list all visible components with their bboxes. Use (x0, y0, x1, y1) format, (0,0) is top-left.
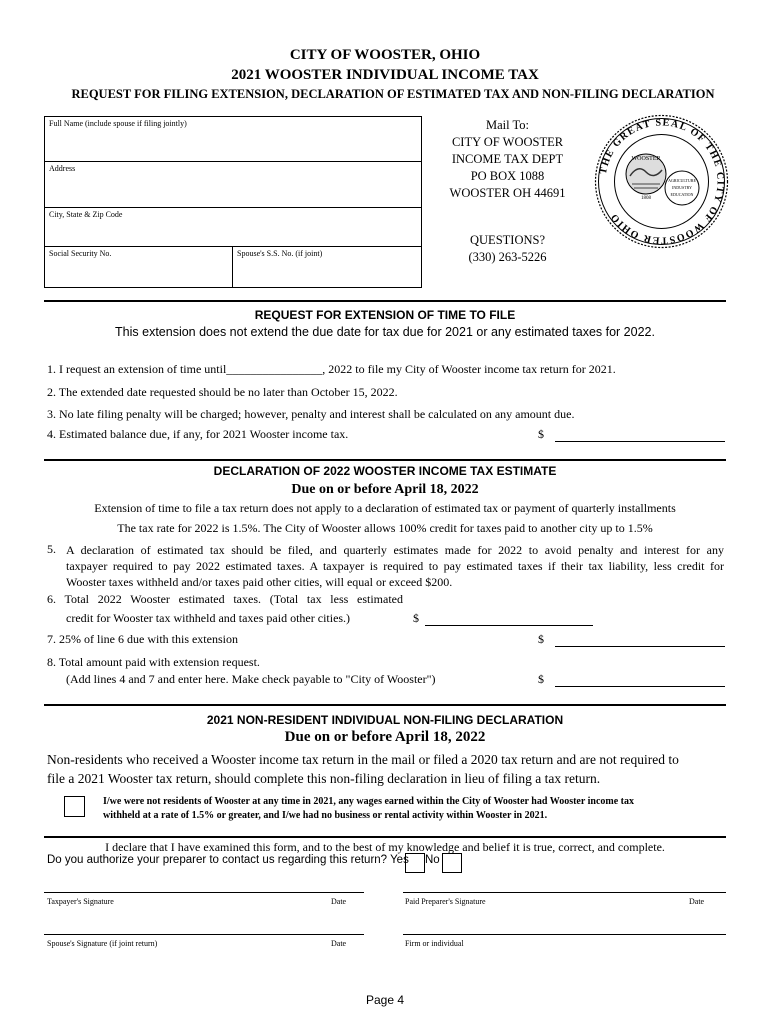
full-name-label: Full Name (include spouse if filing jointly) (49, 119, 187, 128)
spouse-signature-line[interactable] (44, 934, 364, 935)
extension-note: This extension does not extend the due date for tax due for 2021 or any estimated taxes for 2022. (115, 325, 655, 339)
nonfiling-para-line-2: file a 2021 Wooster tax return, should complete this non-filing declaration in lieu of filing a tax return. (47, 771, 601, 786)
nonfiling-due: Due on or before April 18, 2022 (284, 729, 486, 745)
nonresident-statement-line-1: I/we were not residents of Wooster at any time in 2021, any wages earned within the City of Wooster had Wooster income tax (103, 796, 634, 807)
spouse-date-label: Date (331, 939, 347, 948)
section-divider-extension (44, 300, 726, 302)
questions-label: QUESTIONS? (470, 233, 545, 247)
authorize-no-checkbox[interactable] (442, 853, 462, 873)
spouse-ssn-field[interactable] (232, 246, 422, 288)
authorize-question: Do you authorize your preparer to contact us regarding this return? Yes (47, 854, 409, 866)
extension-item-4: 4. Estimated balance due, if any, for 2021 Wooster income tax. (47, 427, 349, 441)
page-number: Page 4 (365, 993, 405, 1007)
section-divider-signatures (44, 836, 726, 838)
item-8-line-2: (Add lines 4 and 7 and enter here. Make check payable to "City of Wooster") (66, 672, 436, 686)
authorize-yes-checkbox[interactable] (405, 853, 425, 873)
mail-to-line3: PO BOX 1088 (470, 169, 545, 183)
taxpayer-date-label: Date (331, 897, 347, 906)
city-seal (594, 114, 729, 249)
mail-to-line2: INCOME TAX DEPT (451, 152, 564, 166)
spouse-signature-label: Spouse's Signature (if joint return) (47, 939, 158, 948)
declaration-note-2: The tax rate for 2022 is 1.5%. The City of Wooster allows 100% credit for taxes paid to another city up to 1.5% (117, 521, 653, 535)
nonresident-statement-line-2: withheld at a rate of 1.5% or greater, and I/we had no business or rental activity within Wooster in 2021. (103, 810, 548, 821)
item-4-dollar: $ (538, 427, 544, 441)
firm-label: Firm or individual (405, 939, 464, 948)
declaration-title: DECLARATION OF 2022 WOOSTER INCOME TAX ESTIMATE (213, 464, 557, 478)
item-5-number: 5. (47, 542, 56, 556)
item-6-dollar: $ (413, 611, 419, 625)
address-label: Address (49, 164, 76, 173)
mail-to-line1: CITY OF WOOSTER (451, 135, 564, 149)
seal-word-2: EDUCATION (670, 192, 694, 197)
mail-to-heading: Mail To: (486, 118, 529, 132)
extension-item-1: 1. I request an extension of time until________________, 2022 to file my City of Wooster income tax return for 2021. (47, 362, 616, 376)
item-8-amount-line[interactable] (555, 686, 725, 687)
seal-inner-top: WOOSTER (631, 156, 661, 162)
city-heading: CITY OF WOOSTER, OHIO (289, 47, 481, 63)
city-state-zip-field[interactable] (44, 207, 422, 247)
item-6-line-1: 6. Total 2022 Wooster estimated taxes. (Total tax less estimated (47, 592, 403, 606)
item-5-line-3: Wooster taxes withheld and/or taxes paid other cities, will equal or exceed $200. (66, 575, 453, 589)
nonfiling-title: 2021 NON-RESIDENT INDIVIDUAL NON-FILING DECLARATION (206, 713, 564, 727)
preparer-signature-label: Paid Preparer's Signature (405, 897, 486, 906)
authorize-no-label: No (425, 854, 440, 866)
full-name-field[interactable] (44, 116, 422, 162)
mail-to-line4: WOOSTER OH 44691 (449, 186, 566, 200)
taxpayer-signature-line[interactable] (44, 892, 364, 893)
seal-ring-text: THE GREAT SEAL OF THE CITY OF WOOSTER OHIO (597, 117, 726, 246)
taxpayer-signature-label: Taxpayer's Signature (47, 897, 114, 906)
item-8-dollar: $ (538, 672, 544, 686)
nonresident-checkbox[interactable] (64, 796, 85, 817)
questions-block (425, 232, 590, 266)
item-6-amount-line[interactable] (425, 625, 593, 626)
declaration-note-1: Extension of time to file a tax return does not apply to a declaration of estimated tax or payment of quarterly installments (94, 501, 676, 515)
declaration-statement: I declare that I have examined this form, and to the best of my knowledge and belief it is true, correct, and complete. (105, 840, 665, 854)
form-title: 2021 WOOSTER INDIVIDUAL INCOME TAX (231, 67, 539, 83)
spouse-ssn-label: Spouse's S.S. No. (if joint) (237, 249, 323, 258)
extension-item-3: 3. No late filing penalty will be charged; however, penalty and interest shall be calculated on any amount due. (47, 407, 575, 421)
questions-phone: (330) 263-5226 (468, 250, 547, 264)
item-8-line-1: 8. Total amount paid with extension request. (47, 655, 260, 669)
item-6-line-2: credit for Wooster tax withheld and taxes paid other cities.) (66, 611, 351, 625)
preparer-signature-line[interactable] (403, 892, 726, 893)
extension-item-2: 2. The extended date requested should be no later than October 15, 2022. (47, 385, 398, 399)
item-7-amount-line[interactable] (555, 646, 725, 647)
preparer-date-label: Date (689, 897, 705, 906)
declaration-due: Due on or before April 18, 2022 (291, 482, 479, 497)
item-7-dollar: $ (538, 632, 544, 646)
form-subtitle: REQUEST FOR FILING EXTENSION, DECLARATION OF ESTIMATED TAX AND NON-FILING DECLARATION (71, 87, 715, 101)
mail-to-block (425, 117, 590, 202)
nonfiling-para-line-1: Non-residents who received a Wooster income tax return in the mail or filed a 2020 tax return and are not required to (47, 752, 679, 767)
section-divider-nonfiling (44, 704, 726, 706)
ssn-field[interactable] (44, 246, 233, 288)
section-divider-declaration (44, 459, 726, 461)
address-field[interactable] (44, 161, 422, 208)
seal-word-1: INDUSTRY (671, 185, 693, 190)
item-7: 7. 25% of line 6 due with this extension (47, 632, 238, 646)
firm-line[interactable] (403, 934, 726, 935)
item-4-amount-line[interactable] (555, 441, 725, 442)
city-state-zip-label: City, State & Zip Code (49, 210, 123, 219)
item-5-line-1: A declaration of estimated tax should be filed, and quarterly estimates made for 2022 to avoid penalty and interest for any (66, 543, 724, 557)
extension-title: REQUEST FOR EXTENSION OF TIME TO FILE (254, 308, 516, 322)
item-5-line-2: taxpayer required to pay 2022 estimated taxes. A taxpayer is required to pay estimated taxes if their tax liability, less credit for (66, 559, 724, 573)
seal-year: 1808 (641, 196, 651, 201)
ssn-label: Social Security No. (49, 249, 112, 258)
seal-word-0: AGRICULTURE (668, 178, 696, 183)
